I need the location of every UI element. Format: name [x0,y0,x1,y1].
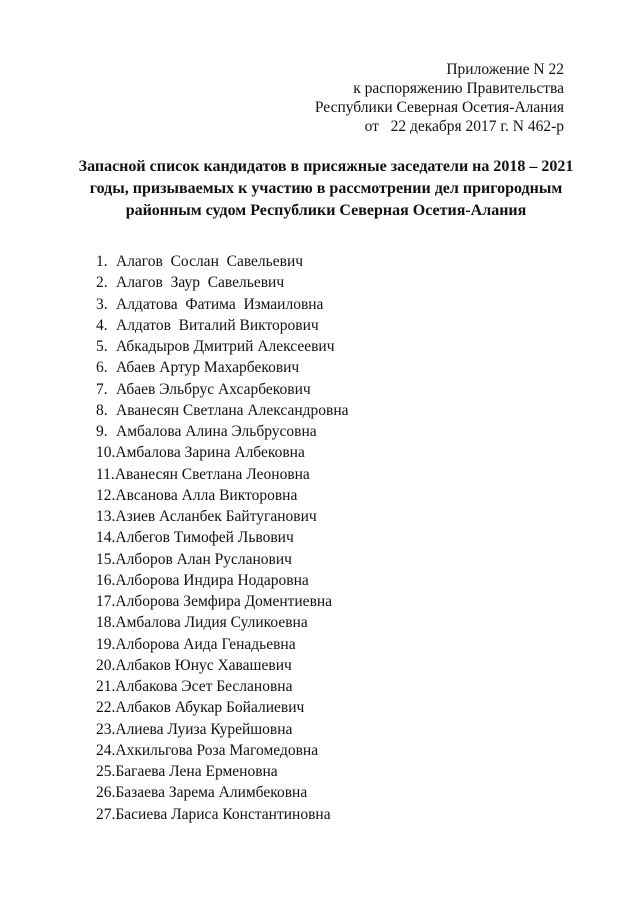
candidate-name: Албаков Абукар Бойалиевич [115,699,305,717]
list-item [96,634,349,655]
candidate-name: Азиев Асланбек Байтуганович [115,508,317,525]
list-item [96,591,349,612]
document-title-line-2: годы, призываемых к участию в рассмотрении дел пригородным [89,180,563,197]
list-item-number: 7. [96,380,108,398]
list-item [96,612,349,633]
list-item [96,719,349,740]
list-item-number: 27. [96,805,116,823]
list-item-number: 10. [96,444,116,462]
candidate-name: Абаев Эльбрус Ахсарбекович [116,380,311,398]
candidate-name: Албакова Эсет Беслановна [115,678,293,695]
candidate-name: Амбалова Алина Эльбрусовна [116,423,317,440]
list-item [96,379,349,400]
candidate-name: Багаева Лена Ерменовна [115,763,278,780]
candidate-name: Амбалова Зарина Албековна [115,444,305,462]
list-item [96,442,349,463]
candidate-name: Алдатова Фатима Измаиловна [116,295,324,313]
list-item-number: 17. [96,593,116,610]
appendix-order-line: к распоряжению Правительства [353,80,564,97]
document-title [60,156,592,222]
candidate-name: Алагов Сослан Савельевич [116,253,304,270]
appendix-date-number: от 22 декабря 2017 г. N 462-р [364,118,564,135]
list-item-number: 12. [96,486,116,504]
list-item-number: 13. [96,508,116,525]
candidate-name: Алборова Индира Нодаровна [115,571,309,589]
list-item [96,740,349,761]
candidate-name: Базаева Зарема Алимбековна [115,784,308,802]
appendix-number: Приложение N 22 [446,61,564,78]
list-item-number: 3. [96,295,108,313]
candidate-name: Басиева Лариса Константиновна [115,805,331,823]
list-item [96,676,349,697]
list-item [96,294,349,315]
candidate-name: Алборов Алан Русланович [115,550,292,568]
list-item-number: 18. [96,614,116,632]
list-item-number: 8. [96,401,108,419]
list-item-number: 24. [96,741,116,759]
list-item [96,655,349,676]
appendix-header [315,60,564,136]
list-item [96,485,349,506]
list-item-number: 23. [96,720,116,738]
list-item-number: 19. [96,635,116,653]
candidate-name: Амбалова Лидия Суликоевна [115,614,308,632]
list-item [96,527,349,548]
list-item-number: 26. [96,784,116,802]
list-item [96,336,349,357]
candidate-name: Албаков Юнус Хавашевич [115,656,292,674]
list-item [96,761,349,782]
list-item-number: 4. [96,316,108,334]
candidate-name: Албегов Тимофей Львович [115,529,294,547]
list-item-number: 14. [96,529,116,547]
list-item-number: 21. [96,678,116,695]
list-item [96,697,349,718]
list-item [96,400,349,421]
candidate-name: Абкадыров Дмитрий Алексеевич [116,338,335,355]
document-title-line-1: Запасной список кандидатов в присяжные заседатели на 2018 – 2021 [78,158,574,175]
list-item-number: 20. [96,656,116,674]
list-item-number: 5. [96,338,108,355]
list-item [96,782,349,803]
list-item-number: 2. [96,274,108,292]
document-title-line-3: районным судом Республики Северная Осетия-Алания [125,202,527,219]
list-item [96,251,349,272]
candidate-name: Ахкильгова Роза Магомедовна [115,741,319,759]
candidate-name: Алборова Земфира Доментиевна [115,593,333,610]
list-item-number: 15. [96,550,116,568]
candidate-name: Алагов Заур Савельевич [116,274,285,292]
list-item-number: 1. [96,253,108,270]
list-item [96,506,349,527]
list-item [96,357,349,378]
candidate-list [96,251,349,825]
candidate-name: Абаев Артур Махарбекович [116,359,300,377]
candidate-name: Аванесян Светлана Леоновна [114,465,310,483]
list-item [96,804,349,825]
candidate-name: Алдатов Виталий Викторович [116,316,319,334]
list-item-number: 25. [96,763,116,780]
list-item-number: 6. [96,359,108,377]
list-item-number: 16. [96,571,116,589]
list-item [96,549,349,570]
list-item-number: 9. [96,423,108,440]
list-item [96,421,349,442]
list-item-number: 22. [96,699,116,717]
list-item [96,464,349,485]
candidate-name: Аванесян Светлана Александровна [116,401,349,419]
candidate-name: Алиева Луиза Курейшовна [115,720,293,738]
candidate-name: Авсанова Алла Викторовна [115,486,298,504]
list-item [96,570,349,591]
list-item [96,315,349,336]
appendix-republic-line: Республики Северная Осетия-Алания [314,99,564,116]
candidate-name: Алборова Аида Генадьевна [115,635,296,653]
list-item [96,272,349,293]
list-item-number: 11. [96,465,115,483]
